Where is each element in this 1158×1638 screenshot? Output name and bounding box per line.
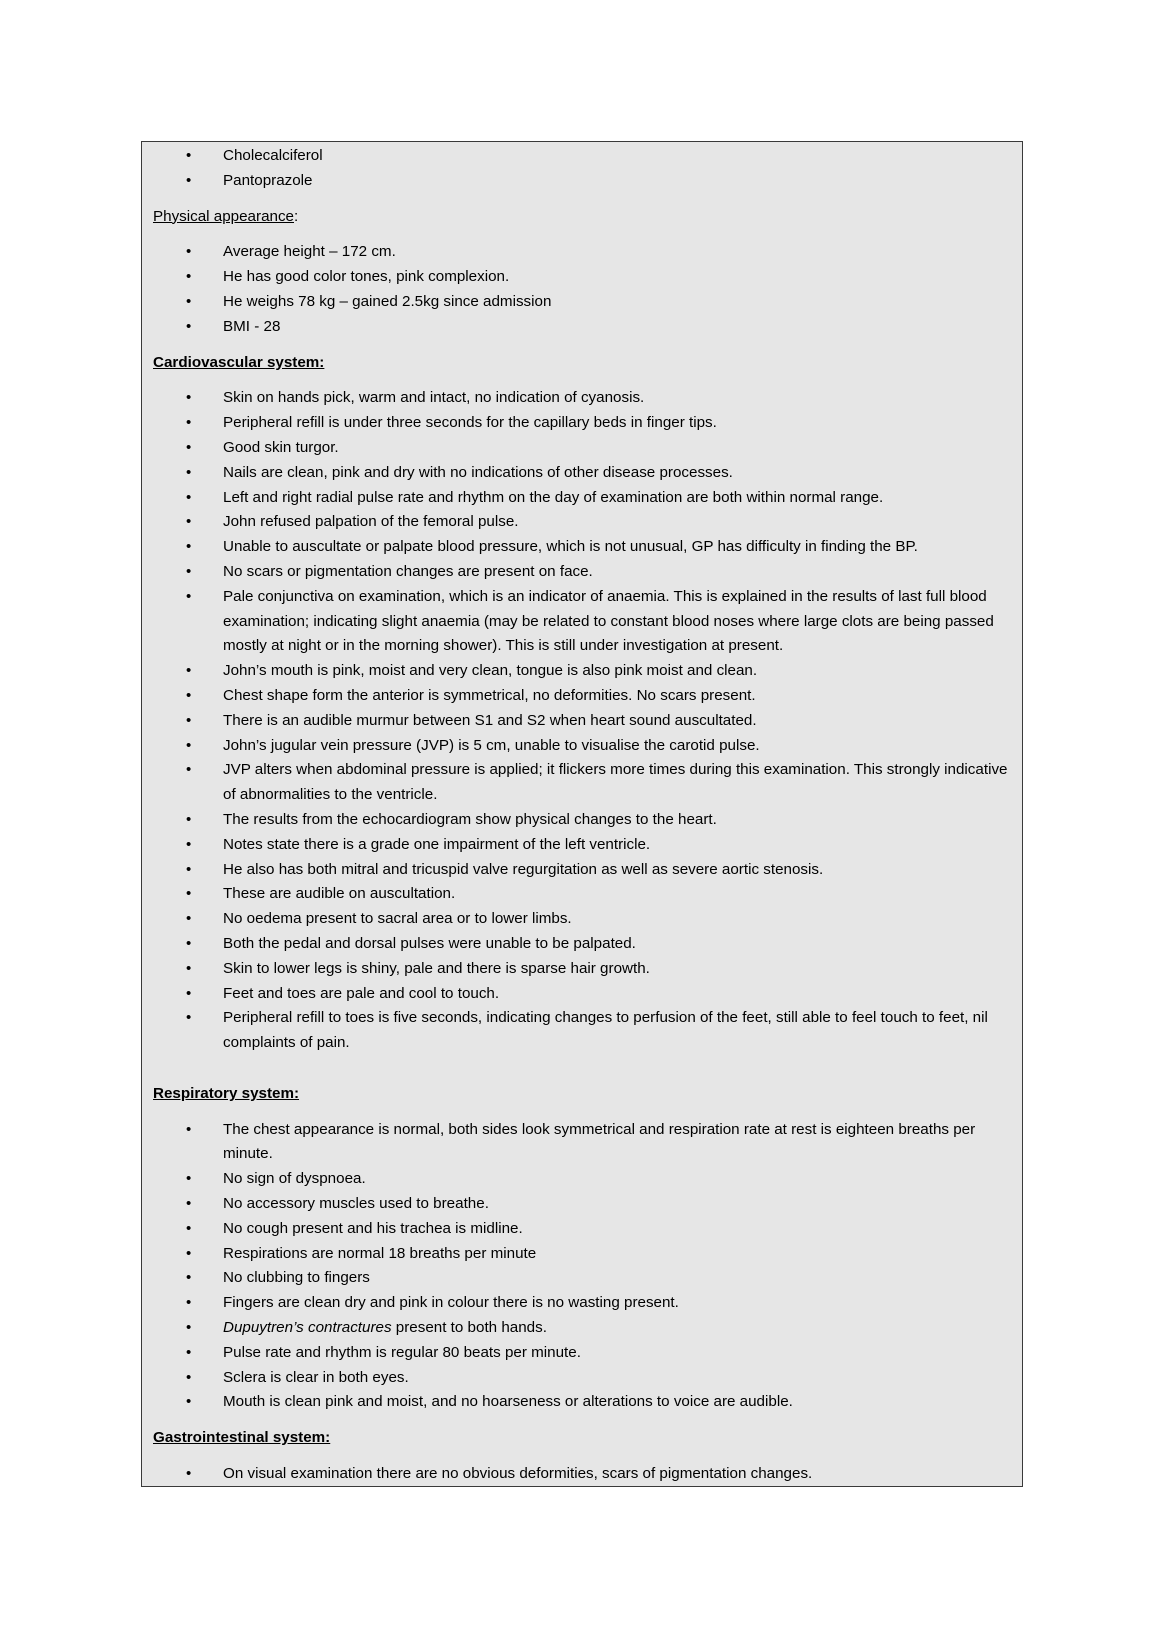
list-item: • Notes state there is a grade one impairment of the left ventricle. bbox=[153, 833, 1012, 858]
list-item: • Nails are clean, pink and dry with no indications of other disease processes. bbox=[153, 461, 1012, 486]
list-item: • The results from the echocardiogram show physical changes to the heart. bbox=[153, 808, 1012, 833]
list-item: • He has good color tones, pink complexion. bbox=[153, 265, 1012, 290]
physical-appearance-heading bbox=[153, 205, 1012, 230]
respiratory-list bbox=[153, 1118, 1012, 1416]
list-item: • Mouth is clean pink and moist, and no hoarseness or alterations to voice are audible. bbox=[153, 1390, 1012, 1415]
list-item: • BMI - 28 bbox=[153, 315, 1012, 340]
list-item: • Good skin turgor. bbox=[153, 436, 1012, 461]
list-item: • Skin to lower legs is shiny, pale and there is sparse hair growth. bbox=[153, 957, 1012, 982]
list-item: • Pulse rate and rhythm is regular 80 beats per minute. bbox=[153, 1341, 1012, 1366]
list-item: • No cough present and his trachea is midline. bbox=[153, 1217, 1012, 1242]
list-item: • No scars or pigmentation changes are present on face. bbox=[153, 560, 1012, 585]
list-item: • Average height – 172 cm. bbox=[153, 240, 1012, 265]
list-item: • Pale conjunctiva on examination, which is an indicator of anaemia. This is explained in the results of last full blood examination; indicating slight anaemia (may be related to constant blood noses where large clots are being passed mostly at night or in the morning shower). This is still under investigation at present. bbox=[153, 585, 1012, 659]
list-item: • No accessory muscles used to breathe. bbox=[153, 1192, 1012, 1217]
list-item: • Cholecalciferol bbox=[153, 144, 1012, 169]
document-box bbox=[141, 141, 1023, 1487]
gastrointestinal-list bbox=[153, 1462, 1012, 1487]
list-item: • No sign of dyspnoea. bbox=[153, 1167, 1012, 1192]
gastrointestinal-heading: Gastrointestinal system: bbox=[153, 1429, 331, 1447]
heading-colon: : bbox=[294, 207, 299, 225]
list-item: • Feet and toes are pale and cool to touch. bbox=[153, 982, 1012, 1007]
cardiovascular-list bbox=[153, 386, 1012, 1056]
list-item: • No oedema present to sacral area or to lower limbs. bbox=[153, 907, 1012, 932]
list-item: • On visual examination there are no obvious deformities, scars of pigmentation changes. bbox=[153, 1462, 1012, 1487]
list-item: • Skin on hands pick, warm and intact, no indication of cyanosis. bbox=[153, 386, 1012, 411]
heading-text: Physical appearance bbox=[153, 207, 294, 225]
list-item: • Peripheral refill to toes is five seconds, indicating changes to perfusion of the feet, still able to feel touch to feet, nil complaints of pain. bbox=[153, 1006, 1012, 1056]
italic-term: Dupuytren’s contractures bbox=[223, 1319, 392, 1337]
list-item: • There is an audible murmur between S1 and S2 when heart sound auscultated. bbox=[153, 709, 1012, 734]
list-item: • Pantoprazole bbox=[153, 169, 1012, 194]
list-item: • Fingers are clean dry and pink in colour there is no wasting present. bbox=[153, 1291, 1012, 1316]
list-item: • These are audible on auscultation. bbox=[153, 882, 1012, 907]
list-item: • Chest shape form the anterior is symmetrical, no deformities. No scars present. bbox=[153, 684, 1012, 709]
cardiovascular-heading: Cardiovascular system: bbox=[153, 353, 325, 371]
list-item: • Respirations are normal 18 breaths per minute bbox=[153, 1242, 1012, 1267]
list-item: • John’s jugular vein pressure (JVP) is 5 cm, unable to visualise the carotid pulse. bbox=[153, 734, 1012, 759]
medication-list bbox=[153, 144, 1012, 194]
list-item: • He also has both mitral and tricuspid valve regurgitation as well as severe aortic stenosis. bbox=[153, 858, 1012, 883]
list-item: • JVP alters when abdominal pressure is applied; it flickers more times during this examination. This strongly indicative of abnormalities to the ventricle. bbox=[153, 758, 1012, 808]
list-item: • The chest appearance is normal, both sides look symmetrical and respiration rate at rest is eighteen breaths per minute. bbox=[153, 1118, 1012, 1168]
list-item: • He weighs 78 kg – gained 2.5kg since admission bbox=[153, 290, 1012, 315]
list-item: • No clubbing to fingers bbox=[153, 1266, 1012, 1291]
list-item: • Both the pedal and dorsal pulses were unable to be palpated. bbox=[153, 932, 1012, 957]
respiratory-heading: Respiratory system: bbox=[153, 1084, 300, 1102]
list-item-text: present to both hands. bbox=[391, 1319, 547, 1337]
list-item: • Sclera is clear in both eyes. bbox=[153, 1366, 1012, 1391]
physical-appearance-list bbox=[153, 240, 1012, 339]
list-item: • Left and right radial pulse rate and rhythm on the day of examination are both within normal range. bbox=[153, 486, 1012, 511]
list-item: • John refused palpation of the femoral pulse. bbox=[153, 510, 1012, 535]
list-item: • Unable to auscultate or palpate blood pressure, which is not unusual, GP has difficulty in finding the BP. bbox=[153, 535, 1012, 560]
list-item: • John’s mouth is pink, moist and very clean, tongue is also pink moist and clean. bbox=[153, 659, 1012, 684]
list-item: • Peripheral refill is under three seconds for the capillary beds in finger tips. bbox=[153, 411, 1012, 436]
list-item bbox=[153, 1316, 1012, 1341]
